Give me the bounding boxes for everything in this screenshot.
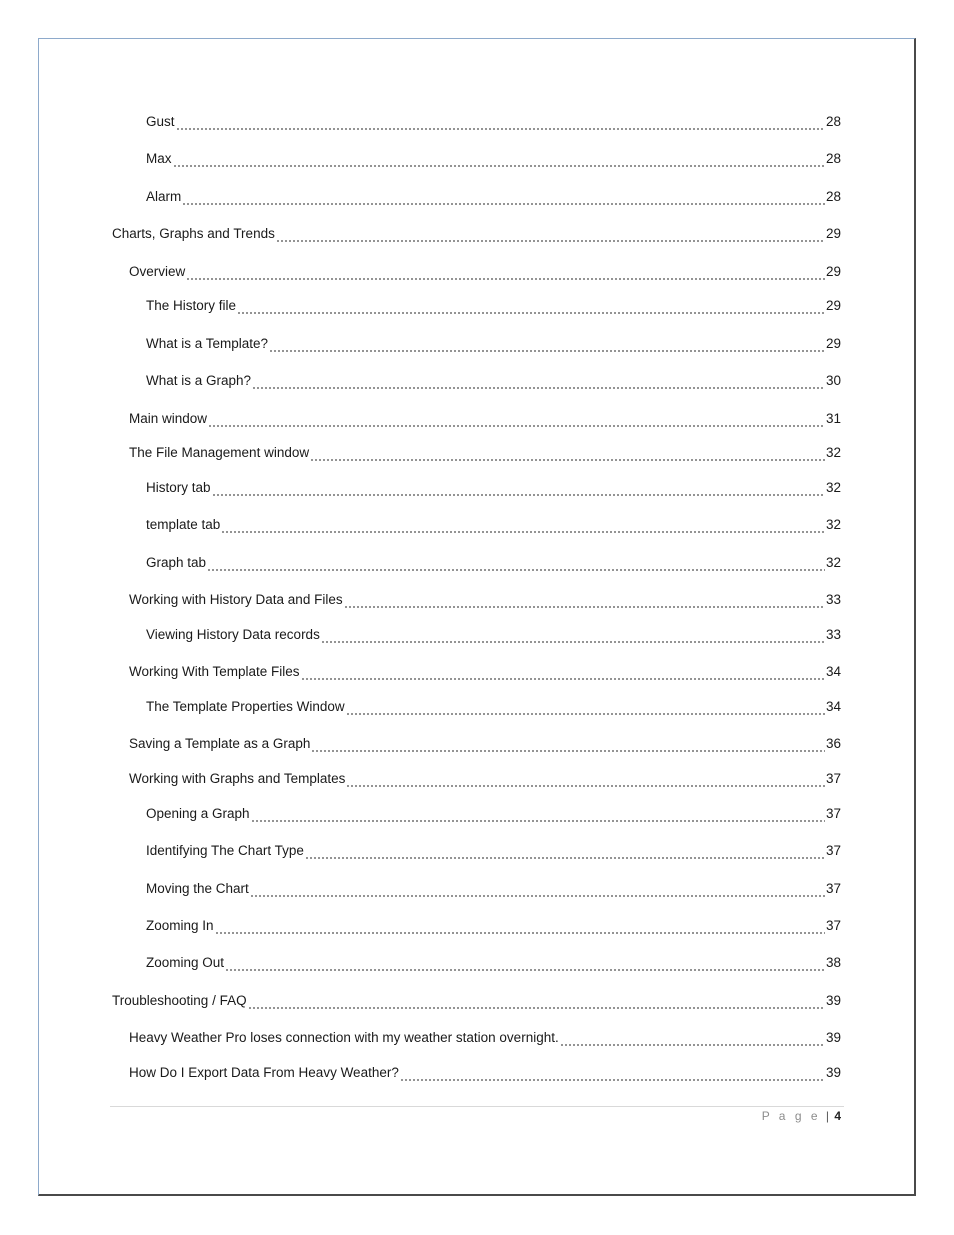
toc-dot-leader <box>305 841 825 861</box>
toc-entry-title: Gust <box>146 114 175 129</box>
toc-entry[interactable] <box>146 804 841 824</box>
toc-entry-page-number: 39 <box>825 993 841 1008</box>
toc-dot-leader <box>560 1028 825 1048</box>
toc-entry-title: Troubleshooting / FAQ <box>112 993 247 1008</box>
toc-entry-page-number: 34 <box>825 664 841 679</box>
toc-entry-page-number: 29 <box>825 264 841 279</box>
toc-dot-leader <box>221 515 825 535</box>
footer-page-number: 4 <box>834 1109 841 1123</box>
toc-entry-page-number: 28 <box>825 151 841 166</box>
toc-dot-leader <box>212 478 825 498</box>
toc-entry-page-number: 34 <box>825 699 841 714</box>
toc-entry-page-number: 37 <box>825 771 841 786</box>
toc-dot-leader <box>276 224 825 244</box>
toc-entry-page-number: 29 <box>825 298 841 313</box>
toc-entry-title: Zooming In <box>146 918 214 933</box>
toc-entry-title: History tab <box>146 480 211 495</box>
toc-dot-leader <box>237 296 825 316</box>
toc-entry-page-number: 28 <box>825 114 841 129</box>
toc-entry-title: Zooming Out <box>146 955 225 970</box>
toc-entry-page-number: 36 <box>825 736 841 751</box>
toc-entry[interactable] <box>146 149 841 169</box>
toc-entry-title: Max <box>146 151 172 166</box>
toc-entry-title: Saving a Template as a Graph <box>129 736 311 751</box>
footer-rule <box>110 1106 844 1107</box>
toc-dot-leader <box>310 443 825 463</box>
toc-entry-title: Graph tab <box>146 555 207 570</box>
toc-entry-title: template tab <box>146 517 221 532</box>
toc-entry[interactable] <box>129 262 841 282</box>
toc-entry[interactable] <box>129 662 841 682</box>
toc-dot-leader <box>225 953 825 973</box>
toc-dot-leader <box>321 625 825 645</box>
toc-entry[interactable] <box>129 409 841 429</box>
toc-dot-leader <box>208 409 825 429</box>
toc-entry-page-number: 32 <box>825 555 841 570</box>
toc-dot-leader <box>252 371 825 391</box>
toc-entry[interactable] <box>112 991 841 1011</box>
toc-entry-title: Heavy Weather Pro loses connection with my weather station overnight. <box>129 1030 559 1045</box>
toc-dot-leader <box>207 553 825 573</box>
toc-entry-title: Charts, Graphs and Trends <box>112 226 275 241</box>
toc-entry[interactable] <box>129 769 841 789</box>
toc-dot-leader <box>301 662 825 682</box>
page-footer <box>762 1108 841 1124</box>
toc-entry[interactable] <box>129 1063 841 1083</box>
toc-entry-title: What is a Graph? <box>146 373 252 388</box>
toc-entry-title: Identifying The Chart Type <box>146 843 304 858</box>
toc-dot-leader <box>400 1063 825 1083</box>
toc-entry-title: The Template Properties Window <box>146 699 345 714</box>
toc-entry-page-number: 37 <box>825 843 841 858</box>
toc-entry-title: Working With Template Files <box>129 664 300 679</box>
toc-entry-page-number: 32 <box>825 480 841 495</box>
toc-dot-leader <box>311 734 825 754</box>
toc-dot-leader <box>346 769 825 789</box>
toc-entry-title: Main window <box>129 411 208 426</box>
toc-dot-leader <box>176 112 825 132</box>
toc-dot-leader <box>269 334 825 354</box>
toc-entry-title: How Do I Export Data From Heavy Weather? <box>129 1065 399 1080</box>
toc-entry-page-number: 32 <box>825 445 841 460</box>
toc-entry-page-number: 33 <box>825 592 841 607</box>
toc-dot-leader <box>346 697 825 717</box>
toc-entry-page-number: 39 <box>825 1065 841 1080</box>
toc-entry[interactable] <box>146 187 841 207</box>
toc-dot-leader <box>173 149 825 169</box>
toc-entry[interactable] <box>146 697 841 717</box>
toc-entry[interactable] <box>112 224 841 244</box>
toc-entry[interactable] <box>146 625 841 645</box>
footer-separator: | <box>825 1109 829 1123</box>
toc-entry-page-number: 28 <box>825 189 841 204</box>
toc-entry[interactable] <box>129 1028 841 1048</box>
toc-entry-page-number: 31 <box>825 411 841 426</box>
toc-entry[interactable] <box>146 916 841 936</box>
toc-entry[interactable] <box>146 296 841 316</box>
toc-entry-page-number: 37 <box>825 918 841 933</box>
toc-entry[interactable] <box>146 841 841 861</box>
toc-entry-page-number: 29 <box>825 226 841 241</box>
toc-entry-title: Opening a Graph <box>146 806 250 821</box>
toc-entry-title: Viewing History Data records <box>146 627 320 642</box>
toc-entry-title: Overview <box>129 264 186 279</box>
toc-entry[interactable] <box>146 478 841 498</box>
toc-entry-page-number: 37 <box>825 881 841 896</box>
toc-entry[interactable] <box>146 371 841 391</box>
toc-dot-leader <box>186 262 825 282</box>
toc-entry-title: Moving the Chart <box>146 881 249 896</box>
toc-entry-page-number: 29 <box>825 336 841 351</box>
toc-entry-title: Working with Graphs and Templates <box>129 771 346 786</box>
toc-entry-page-number: 38 <box>825 955 841 970</box>
toc-entry[interactable] <box>146 553 841 573</box>
toc-entry[interactable] <box>129 443 841 463</box>
toc-entry[interactable] <box>146 112 841 132</box>
toc-dot-leader <box>344 590 825 610</box>
toc-entry-title: The File Management window <box>129 445 310 460</box>
toc-entry-title: Alarm <box>146 189 182 204</box>
toc-dot-leader <box>182 187 825 207</box>
toc-entry-title: What is a Template? <box>146 336 269 351</box>
footer-page-label: P a g e <box>761 1109 821 1123</box>
toc-entry-title: The History file <box>146 298 237 313</box>
toc-entry-page-number: 33 <box>825 627 841 642</box>
toc-entry[interactable] <box>146 879 841 899</box>
toc-entry-page-number: 39 <box>825 1030 841 1045</box>
toc-entry-title: Working with History Data and Files <box>129 592 343 607</box>
toc-entry[interactable] <box>146 334 841 354</box>
toc-dot-leader <box>251 804 825 824</box>
toc-entry[interactable] <box>146 515 841 535</box>
toc-dot-leader <box>248 991 825 1011</box>
toc-entry[interactable] <box>129 734 841 754</box>
toc-dot-leader <box>215 916 825 936</box>
toc-entry-page-number: 32 <box>825 517 841 532</box>
toc-entry[interactable] <box>129 590 841 610</box>
toc-entry-page-number: 30 <box>825 373 841 388</box>
toc-entry[interactable] <box>146 953 841 973</box>
toc-dot-leader <box>250 879 825 899</box>
toc-entry-page-number: 37 <box>825 806 841 821</box>
